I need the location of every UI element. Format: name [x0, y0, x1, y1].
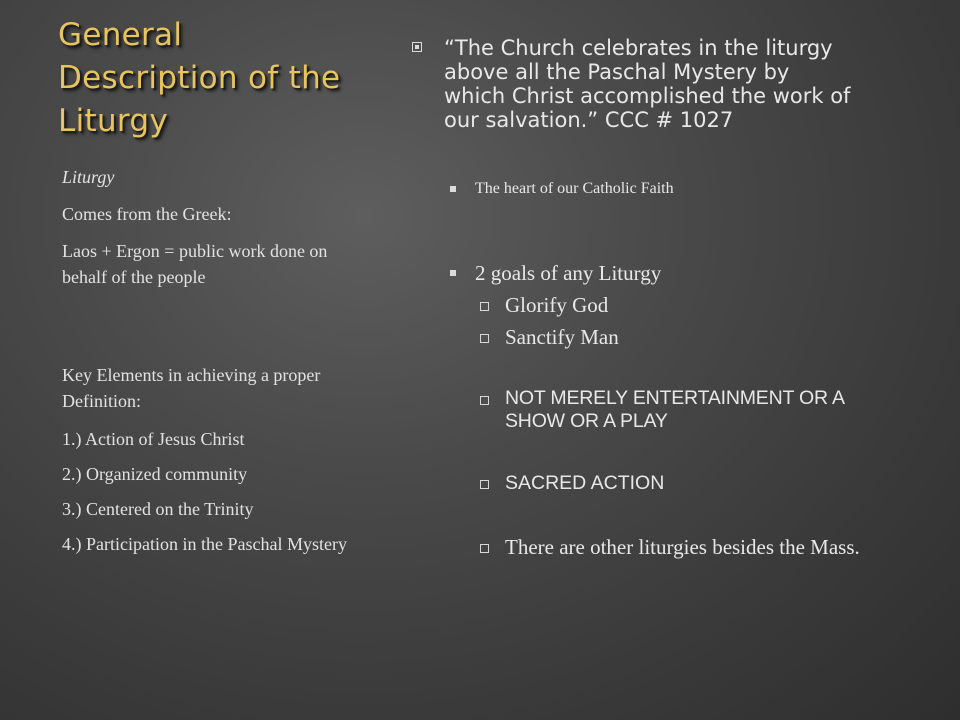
goal-4-text: SACRED ACTION: [505, 472, 665, 494]
hollow-square-bullet-icon: [480, 543, 489, 556]
origin-text: Comes from the Greek:: [62, 204, 232, 224]
quote-text: “The Church celebrates in the liturgy above all the Paschal Mystery by which Christ accomplished the work of our salvation.” CCC # 1027: [444, 36, 851, 132]
element-1: 1.) Action of Jesus Christ: [62, 429, 245, 449]
element-4: 4.) Participation in the Paschal Mystery: [62, 534, 347, 554]
small-square-bullet-icon: [450, 185, 456, 195]
goal-1-text: Glorify God: [505, 293, 609, 317]
small-square-bullet-icon: [450, 269, 456, 279]
element-3: 3.) Centered on the Trinity: [62, 499, 254, 519]
goals-heading: 2 goals of any Liturgy: [475, 261, 662, 285]
key-elements-heading: Key Elements in achieving a proper Definition:: [62, 365, 321, 411]
term-liturgy: Liturgy: [62, 167, 115, 187]
hollow-square-bullet-icon: [480, 395, 489, 408]
element-2: 2.) Organized community: [62, 464, 248, 484]
goal-2-text: Sanctify Man: [505, 325, 619, 349]
slide-title: General Description of the Liturgy: [58, 17, 341, 139]
hollow-square-bullet-icon: [480, 333, 489, 346]
goal-5-text: There are other liturgies besides the Mass.: [505, 535, 860, 559]
goal-3-text: NOT MERELY ENTERTAINMENT OR A SHOW OR A PLAY: [505, 387, 844, 432]
square-bullet-icon: [412, 42, 422, 55]
definition-text: Laos + Ergon = public work done on behalf of the people: [62, 241, 328, 287]
hollow-square-bullet-icon: [480, 479, 489, 492]
quote-sub-text: The heart of our Catholic Faith: [475, 180, 674, 197]
hollow-square-bullet-icon: [480, 301, 489, 314]
